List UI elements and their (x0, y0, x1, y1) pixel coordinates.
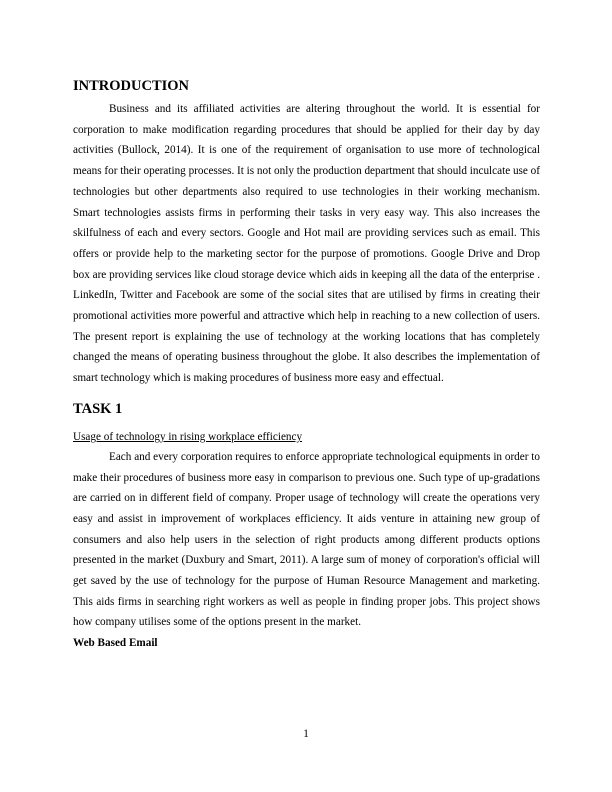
task1-subheading: Usage of technology in rising workplace efficiency (73, 430, 303, 443)
page-content (73, 76, 540, 653)
introduction-paragraph: Business and its affiliated activities are altering throughout the world. It is essential for corporation to make modification regarding procedures that should be applied for their day by day activities (Bullock, 2014). It is one of the requirement of organisation to use more of technological means for their operating processes. It is not only the production department that should inculcate use of technologies but other departments also required to use technologies in their working mechanism. Smart technologies assists firms in performing their tasks in very easy way. This also increases the skilfulness of each and every sectors. Google and Hot mail are providing services such as email. This offers or provide help to the marketing sector for the purpose of promotions. Google Drive and Drop box are providing services like cloud storage device which aids in keeping all the data of the enterprise . LinkedIn, Twitter and Facebook are some of the social sites that are utilised by firms in creating their promotional activities more powerful and attractive which help in reaching to a new collection of users. The present report is explaining the use of technology at the working locations that has completely changed the means of operating business throughout the globe. It also describes the implementation of smart technology which is making procedures of business more easy and effectual. (73, 103, 540, 385)
task1-heading: TASK 1 (73, 400, 123, 417)
page-number: 1 (303, 728, 309, 740)
introduction-heading: INTRODUCTION (73, 78, 190, 94)
task1-paragraph: Each and every corporation requires to enforce appropriate technological equipments in order to make their procedures of business more easy in comparison to previous one. Such type of up-gradations are carried on in different field of company. Proper usage of technology will create the operations very easy and assist in improvement of workplaces efficiency. It aids venture in attaining new group of consumers and also help users in the selection of right products among different products options presented in the market (Duxbury and Smart, 2011). A large sum of money of corporation's official will get saved by the use of technology for the purpose of Human Resource Management and marketing. This aids firms in searching right workers as well as people in finding proper jobs. This project shows how company utilises some of the options present in the market. (73, 450, 540, 629)
web-based-email-heading: Web Based Email (73, 637, 158, 650)
